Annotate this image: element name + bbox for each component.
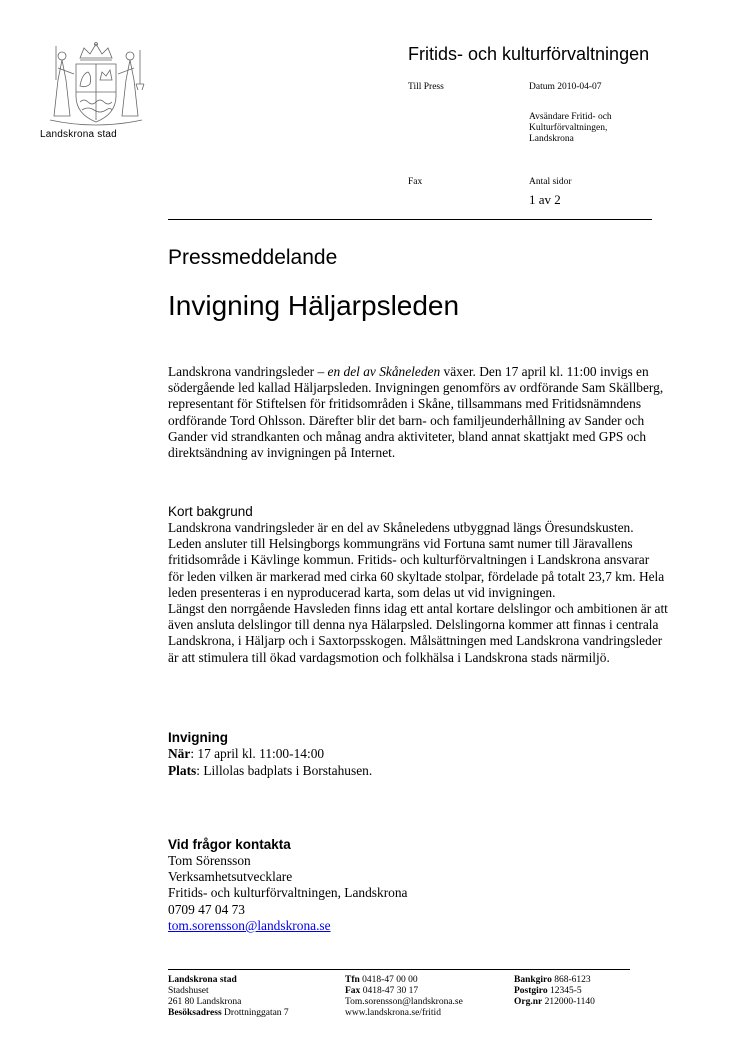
header-divider (168, 219, 652, 220)
contact-block (168, 853, 568, 934)
document-type: Pressmeddelande (168, 246, 338, 269)
date-label: Datum 2010-04-07 (529, 82, 602, 92)
footer-bankgiro-label: Bankgiro (514, 975, 552, 985)
footer-fax-label: Fax (345, 986, 361, 996)
footer-address (168, 975, 289, 1019)
department-name: Fritids- och kulturförvaltningen (408, 44, 650, 64)
fax-label: Fax (408, 177, 423, 187)
contact-role: Verksamhetsutvecklare (168, 869, 293, 885)
intro-paragraph (168, 364, 668, 461)
footer-postgiro-value: 12345-5 (547, 986, 582, 996)
footer-divider (168, 969, 630, 970)
footer-visit-label: Besöksadress (168, 1008, 222, 1018)
contact-name: Tom Sörensson (168, 853, 251, 868)
when-label: När (168, 746, 191, 761)
sender-block (529, 112, 669, 145)
section-heading-inauguration: Invigning (168, 730, 228, 745)
when-value: : 17 april kl. 11:00-14:00 (190, 746, 325, 761)
footer-email: Tom.sorensson@landskrona.se (345, 997, 463, 1007)
inauguration-where (168, 763, 372, 779)
background-section (168, 520, 668, 666)
footer-tel-value: 0418-47 00 00 (359, 975, 418, 985)
where-value: : Lillolas badplats i Borstahusen. (196, 763, 373, 778)
contact-org: Fritids- och kulturförvaltningen, Landskrona (168, 885, 408, 901)
footer-banking (514, 975, 595, 1008)
footer-orgnr-value: 212000-1140 (542, 997, 595, 1007)
where-label: Plats (168, 763, 197, 778)
footer-postal: 261 80 Landskrona (168, 997, 242, 1007)
inauguration-when (168, 746, 324, 762)
footer-visit-value: Drottninggatan 7 (221, 1008, 289, 1018)
background-paragraph: Längst den norrgående Havsleden finns idag ett antal kortare delslingor och ambitionen är att även ansluta delslingor till denna nya Hälarpsled. Delslingorna kommer att finnas i centrala Landskrona, i Häljarp och i Saxtorpsskogen. Målsättningen med Landskrona vandringsleder är att stimulera till ökad vardagsmotion och folkhälsa i Landskrona stads närmiljö. (168, 601, 668, 665)
sender-line: Kulturförvaltningen, (529, 123, 608, 133)
footer-fax-value: 0418-47 30 17 (360, 986, 419, 996)
footer-contact (345, 975, 463, 1019)
intro-italic: en del av Skåneleden (327, 364, 441, 379)
background-paragraph: Landskrona vandringsleder är en del av Skåneledens utbyggnad längs Öresundskusten. Leden ansluter till Helsingborgs kommungräns vid Fortuna samt numer till Järavallens fritidsområde i Kävlinge kommun. Fritids- och kulturförvaltningen i Landskrona ansvarar för leden vilken är markerad med cirka 60 skyltade stolpar, fördelade på totalt 23,7 km. Hela leden presenteras i en nyproducerad karta, som delas ut vid invigningen. (168, 520, 665, 600)
footer-postgiro-label: Postgiro (514, 986, 548, 996)
intro-text: Landskrona vandringsleder – (168, 364, 328, 379)
section-heading-contact: Vid frågor kontakta (168, 837, 291, 852)
section-heading-background: Kort bakgrund (168, 504, 253, 519)
page-count-value: 1 av 2 (529, 192, 561, 207)
footer-building: Stadshuset (168, 986, 209, 996)
footer-tel-label: Tfn (345, 975, 360, 985)
sender-line: Landskrona (529, 134, 574, 144)
contact-phone: 0709 47 04 73 (168, 901, 245, 917)
recipient-label: Till Press (408, 82, 444, 92)
footer-orgnr-label: Org.nr (514, 997, 543, 1007)
page-count-label: Antal sidor (529, 177, 572, 187)
contact-email-link[interactable]: tom.sorensson@landskrona.se (168, 917, 331, 933)
intro-text: växer. Den 17 april kl. 11:00 invigs en södergående led kallad Häljarpsleden. Invigningen genomförs av ordförande Sam Skällberg, representant för Stiftelsen för fritidsområden i Skåne, tillsammans med Fritidsnämndens ordförande Tord Ohlsson. Därefter blir det barn- och familjeunderhållning av Sander och Gander vid strandkanten och månag andra aktiviteter, bland annat skattjakt med GPS och direktsändning av invigningen på Internet. (168, 364, 664, 461)
footer-web: www.landskrona.se/fritid (345, 1008, 441, 1018)
footer-org-name: Landskrona stad (168, 975, 237, 985)
sender-line: Avsändare Fritid- och (529, 112, 612, 122)
page-title: Invigning Häljarpsleden (168, 290, 460, 321)
logo-text: Landskrona stad (40, 129, 117, 140)
footer-bankgiro-value: 868-6123 (551, 975, 591, 985)
